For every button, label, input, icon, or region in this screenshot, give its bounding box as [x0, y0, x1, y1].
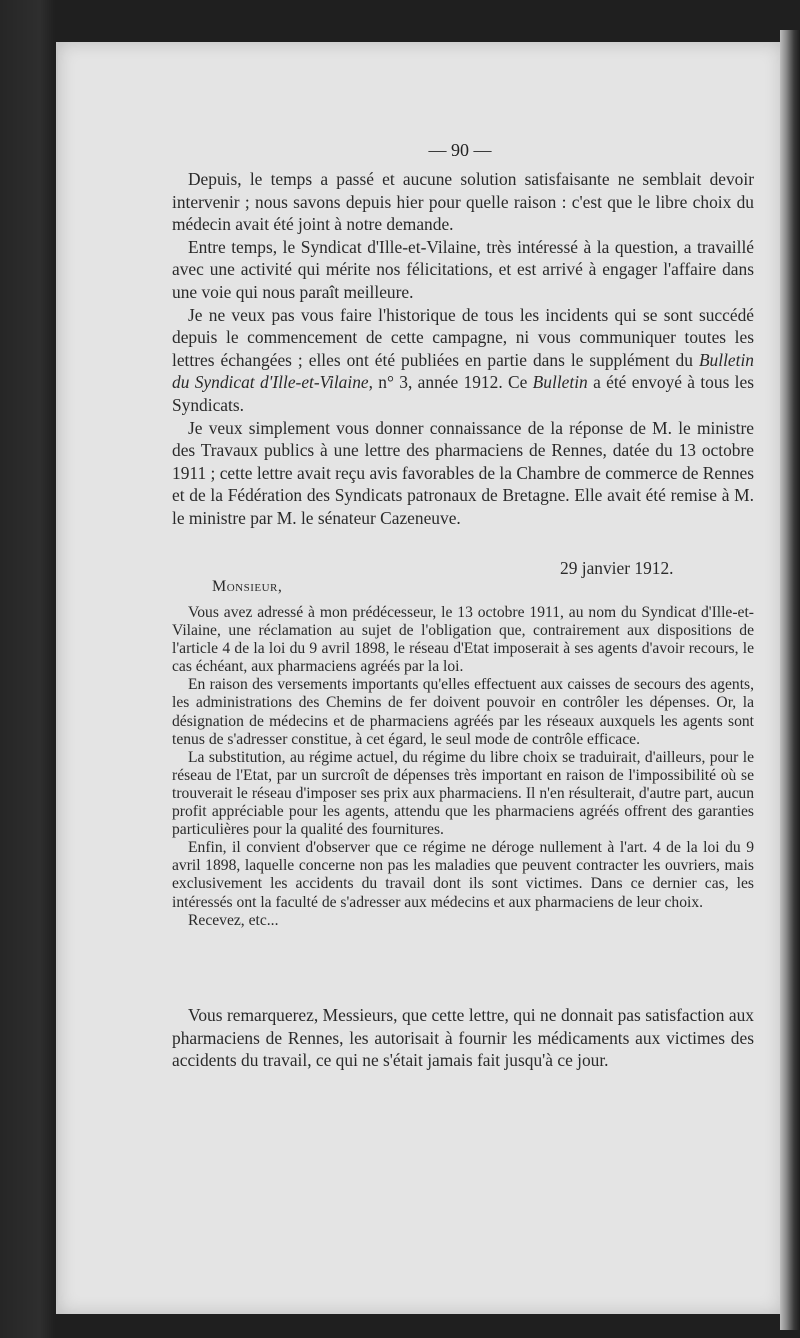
paragraph-text: a été envoyé à tous les Syndicats. — [172, 372, 754, 415]
paragraph: Vous remarquerez, Messieurs, que cette lettre, qui ne donnait pas satisfaction aux pharmaciens de Rennes, les autorisait à fournir les médicaments aux victimes des accidents du travail, ce qui ne s'était jamais fait jusqu'à ce jour. — [172, 1005, 754, 1071]
letter-paragraph: Recevez, etc... — [188, 911, 279, 929]
letter-salutation: Monsieur, — [212, 578, 283, 595]
paragraph-text: Je ne veux pas vous faire l'historique de tous les incidents qui se sont succédé depuis le commencement de cette campagne, ni vous communiquer toutes les lettres échangées ; elles ont été publiées en partie dans le supplément du — [172, 304, 754, 370]
paragraph — [172, 304, 754, 417]
letter-paragraph: Vous avez adressé à mon prédécesseur, le 13 octobre 1911, au nom du Syndicat d'Ille-et-Vilaine, une réclamation au sujet de l'obligation que, contrairement aux dispositions de l'article 4 de la loi du 9 avril 1898, le réseau d'Etat imposerait à ses agents d'avoir recours, le cas échéant, aux pharmaciens agréés par la loi. — [172, 604, 754, 676]
page-edge-shadow — [780, 30, 800, 1330]
letter-paragraph: En raison des versements importants qu'elles effectuent aux caisses de secours des agents, les administrations des Chemins de fer doivent pouvoir en contrôler les dépenses. Or, la désignation de médecins et de pharmaciens agréés par les réseaux auxquels les agents sont tenus de s'adresser constitue, à cet égard, le seul mode de contrôle efficace. — [172, 676, 754, 748]
paragraph: Depuis, le temps a passé et aucune solution satisfaisante ne semblait devoir intervenir ; nous savons depuis hier pour quelle raison : c'est que le libre choix du médecin avait été joint à notre demande. — [172, 169, 754, 235]
letter-paragraph: La substitution, au régime actuel, du régime du libre choix se traduirait, d'ailleurs, pour le réseau de l'Etat, par un surcroît de dépenses très important en raison de l'impossibilité où se trouverait le réseau d'imposer ses prix aux pharmaciens. Il n'en résulterait, d'autre part, aucun profit appréciable pour les agents, attendu que les pharmaciens agréés offrent des garanties particulières pour la qualité des fournitures. — [172, 748, 754, 839]
paragraph: Entre temps, le Syndicat d'Ille-et-Vilaine, très intéressé à la question, a travaillé avec une activité qui mérite nos félicitations, et est arrivé à engager l'affaire dans une voie qui nous paraît meilleure. — [172, 236, 754, 302]
closing-text — [172, 1004, 754, 1072]
quoted-letter — [172, 604, 754, 930]
letter-paragraph: Enfin, il convient d'observer que ce régime ne déroge nullement à l'art. 4 de la loi du 9 avril 1898, laquelle concerne non pas les maladies que peuvent contracter les ouvriers, mais exclusivement les accidents du travail dont ils sont victimes. Dans ce dernier cas, les intéressés ont la faculté de s'adresser aux médecins et aux pharmaciens de leur choix. — [172, 839, 754, 911]
paragraph: Je veux simplement vous donner connaissance de la réponse de M. le ministre des Travaux publics à une lettre des pharmaciens de Rennes, datée du 13 octobre 1911 ; cette lettre avait reçu avis favorables de la Chambre de commerce de Rennes et de la Fédération des Syndicats patronaux de Bretagne. Elle avait été remise à M. le ministre par M. le sénateur Cazeneuve. — [172, 417, 754, 528]
bulletin-title: Bulletin — [532, 372, 588, 393]
paragraph-text: , n° 3, année 1912. Ce — [368, 372, 528, 393]
intro-text — [172, 168, 754, 530]
page-number: — 90 — — [428, 140, 492, 160]
letter-date: 29 janvier 1912. — [560, 558, 674, 578]
bulletin-title: Bulletin du Syndicat d'Ille-et-Vilaine — [172, 349, 754, 393]
